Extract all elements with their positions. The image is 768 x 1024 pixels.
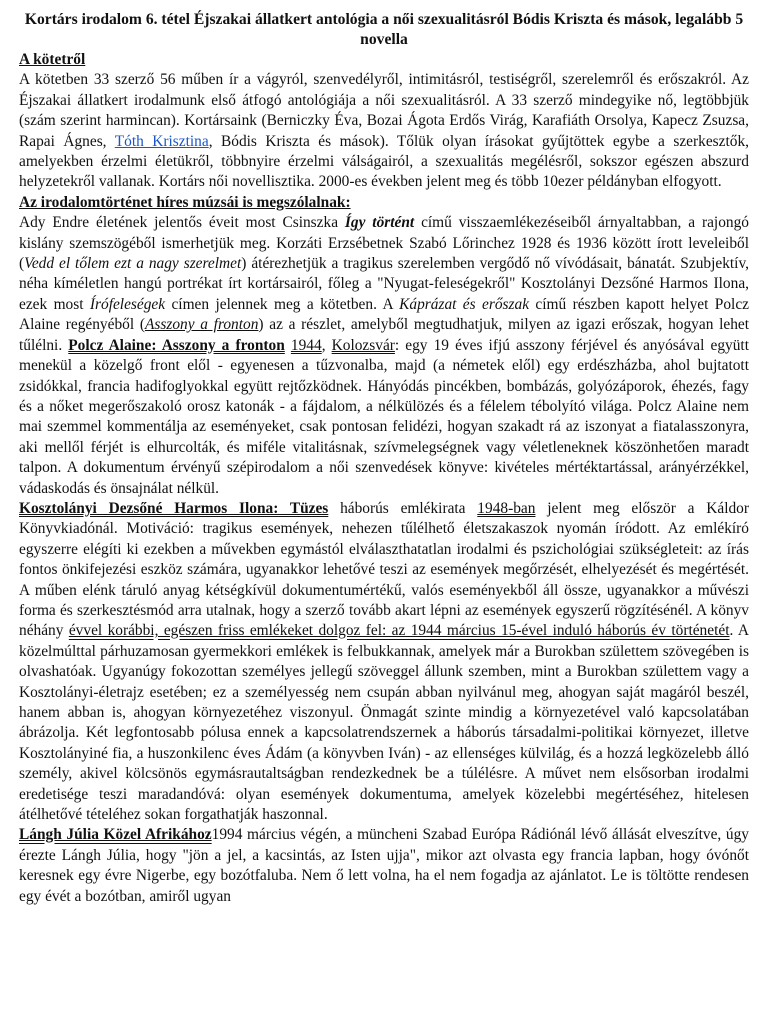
text-run: , Bódis Kriszta és mások). Tőlük olyan írásokat gyűjtöttek egybe a szerkesztők, amelyekben érzelmi életükről, többnyire érzelmi válságairól, a szexualitás megélésről, sokszor egészen abszurd helyzetekről vallanak. Kortárs női novellisztika. 2000-es években jelent meg és több 10ezer példányban elfogyott. [19, 132, 749, 191]
section-heading-kotetrol: A kötetről [19, 51, 86, 68]
text-run: című részben kapott helyet Polcz Alaine regényéből ( [19, 295, 749, 334]
italic-title: Vedd el tőlem ezt a nagy szerelmet [24, 255, 242, 273]
text-run: : egy 19 éves ifjú asszony férjével és anyósával együtt menekül a közelgő front elől - egyenesen a tűzvonalba, majd (a németek elől) egy erdészházba, ahol bujtatott zsidókkal, francia hadifoglyokkal együtt rejtőzködnek. Hányódás pincékben, bombázás, golyózáporok, éhezés, fagy és a nőket megerőszakoló orosz katonák - a fájdalom, a nélkülözés és a félelem tébolyító világa. Polcz Alaine nem mai szemmel kommentálja az eseményeket, csak pontosan felidézi, hogyan szakadt rá az iszonyat a fiatalasszonyra, aki mellől férjét is elhurcolták, és miféle vitalitásnak, szívmelegségnek vagy véletleneknek köszönhetően maradt talpon. A dokumentum érvényű szépirodalom a női szenvedések könyve: kivételes mértéktartással, arányérzékkel, vádaskodás és önsajnálat nélkül. [19, 336, 749, 497]
paragraph-afrika [19, 825, 749, 907]
text-run: Ady Endre életének jelentős éveit most Csinszka [19, 214, 345, 232]
text-run: ) az a részlet, amelyből megtudhatjuk, milyen az igazi erőszak, hogyan lehet tűlélni. [19, 316, 750, 354]
italic-title: Káprázat és erőszak [399, 295, 530, 313]
paragraph-muzsak [19, 213, 749, 499]
text-run: címen jelennek meg a kötetben. A [165, 295, 400, 313]
text-run: ) átérezhetjük a tragikus szerelemben vergődő nő vívódásait, bánatát. Szubjektív, néha kíméletlen hangú portrékat írt kortársairól, főleg a "Nyugat-feleségekről" Kosztolányi Dezsőné Harmos Ilona, ezek most [19, 255, 749, 313]
text-run: jelent meg először a Káldor Könyvkiadónál. Motiváció: tragikus események, nehezen tűlélhető életszakaszok nyomán íródott. Az emlékíró egyszerre elégíti ki ezekben a művekben egymástól elválaszthatatlan irodalmi és pszichológiai szükségleteit: az írás fontos önkifejezési eszköz számára, ugyanakkor lehetővé teszi az események megőrzését, elhelyezését és megértését. A műben elénk táruló anyag kétségkívül dokumentumértékű, valós eseményekből áll össze, ugyanakkor a művészi forma és szerkesztésmód arra utalnak, hogy a szerző tovább akart lépni az események egyszerű rögzítésénél. A könyv néhány [19, 499, 749, 640]
paragraph-kotetrol [19, 70, 749, 192]
underlined-phrase: évvel korábbi, egészen friss emlékeket dolgoz fel: az 1944 március 15-ével induló háborús év történetét [68, 622, 730, 640]
italic-title: Írófeleségek [89, 295, 166, 313]
text-run: 1994 március végén, a müncheni Szabad Európa Rádiónál lévő állását elveszítve, úgy érezte Lángh Júlia, hogy "jön a jel, a kacsintás, az Isten ujja", mikor azt olvasta egy francia lapban, hogy óvónőt keresnek egy évre Nigerbe, egy bozótfaluba. Nem ő lett volna, ha el nem fogadja az ajánlatot. Le is töltötte rendesen egy évét a bozótban, amiről ugyan [19, 826, 750, 905]
bold-work-title: Polcz Alaine: Asszony a fronton [68, 336, 285, 354]
text-run: A kötetben 33 szerző 56 műben ír a vágyról, szenvedélyről, intimitásról, testiségről, szerelemről és erőszakról. Az Éjszakai állatkert irodalmunk első átfogó antológiája a női szexualitásról. A 33 szerző mindegyike nő, legtöbbjük (szám szerint harmincan). Kortársaink (Berniczky Éva, Bozai Ágota Erdős Virág, Karafiáth Orsolya, Kapecz Zsuzsa, Rapai Ágnes, [19, 71, 749, 150]
text-run: , [321, 336, 332, 354]
section-heading-tuzes: Kosztolányi Dezsőné Harmos Ilona: Tüzes [19, 499, 329, 517]
underlined-year: 1948-ban [477, 499, 536, 517]
underlined-year: 1944 [290, 336, 322, 354]
text-run: című visszaemlékezéseiből árnyaltabban, a rajongó kislány szemszögéből ismerhetjük meg. Korzáti Erzsébetnek Szabó Lőrinchez 1928 és 1936 között írott leveleiből ( [19, 214, 749, 273]
underlined-place: Kolozsvár [331, 336, 395, 354]
paragraph-tuzes [19, 499, 749, 826]
text-run: háborús emlékirata [328, 499, 478, 517]
text-run: . A közelmúlttal párhuzamosan gyermekkori emlékek is felbukkannak, amelyek már a Burokban születtem szövegében is olvashatóak. Ugyanúgy fokozottan személyes jellegű szöveggel állunk szemben, mint a Burokban születtem vagy a Kosztolányi-életrajz esetében; ez a személyesség nem csupán abban nyilvánul meg, ahogyan saját magáról beszél, hanem abban is, ahogyan környezetéhez viszonyul. Önmagát szinte mindig a környezetével való kapcsolatában ábrázolja. Két legfontosabb pólusa ennek a kapcsolatrendszernek a háborús társadalmi-politikai környezet, illetve Kosztolányiné fia, a huszonkilenc éves Ádám (a könyvben Iván) - az ellenséges külvilág, és a hozzá legközelebb álló személy, akivel kölcsönös egymásrautaltságban rendezkednek be a túlélésre. A művet nem elsősorban irodalmi eredetisége teszi maradandóvá: olyan események dokumentuma, amelyek közelebbi megértéséhez, hitelesen átélhetővé tételéhez sokan forgathatják haszonnal. [19, 622, 749, 824]
underlined-title: Asszony a fronton [144, 316, 259, 334]
italic-title: Így történt [344, 214, 415, 232]
section-heading-muzsak: Az irodalomtörténet híres múzsái is megszólalnak: [19, 193, 351, 211]
section-heading-afrika: Lángh Júlia Közel Afrikához [19, 826, 212, 844]
author-link-toth-krisztina[interactable]: Tóth Krisztina [114, 132, 209, 150]
document-title: Kortárs irodalom 6. tétel Éjszakai állatkert antológia a női szexualitásról Bódis Kriszta és mások, legalább 5 novella [24, 11, 744, 48]
